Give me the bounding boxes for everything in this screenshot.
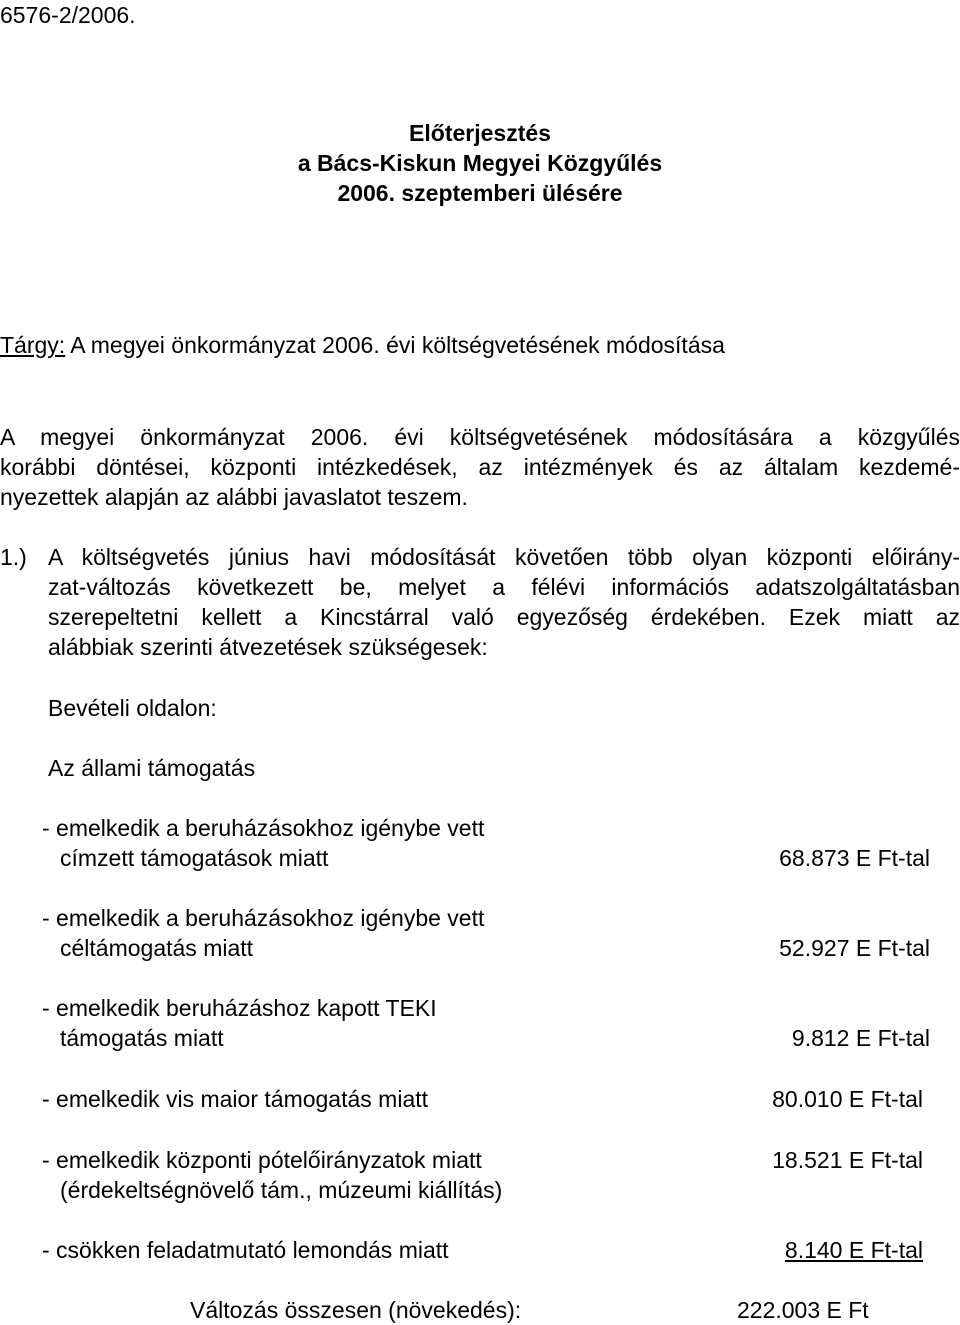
item-6-line-1: - csökken feladatmutató lemondás miatt	[42, 1237, 449, 1263]
point-line-1: A költségvetés június havi módosítását követően több olyan központi előirány-	[48, 544, 960, 570]
title-line-1: Előterjesztés	[409, 120, 551, 146]
item-6-amount: 8.140 E Ft-tal	[784, 1237, 923, 1263]
subject-line	[0, 330, 725, 360]
total-label: Változás összesen (növekedés):	[190, 1297, 522, 1323]
item-5-line-2: (érdekeltségnövelő tám., múzeumi kiállítás)	[60, 1177, 503, 1203]
point-line-4: alábbiak szerinti átvezetések szükségesek:	[48, 634, 488, 660]
subject-text: A megyei önkormányzat 2006. évi költségvetésének módosítása	[65, 332, 725, 358]
intro-line-2: korábbi döntései, központi intézkedések, az intézmények és az általam kezdemé-	[0, 454, 960, 480]
item-2-amount: 52.927 E Ft-tal	[779, 935, 930, 961]
intro-line-3: nyezettek alapján az alábbi javaslatot teszem.	[0, 484, 468, 510]
item-3-line-1: - emelkedik beruházáshoz kapott TEKI	[42, 995, 437, 1021]
revenue-side-heading: Bevételi oldalon:	[48, 695, 217, 721]
item-2-line-1: - emelkedik a beruházásokhoz igénybe vett	[42, 905, 485, 931]
item-5-line-1: - emelkedik központi pótelőirányzatok miatt	[42, 1147, 482, 1173]
subject-label: Tárgy:	[0, 332, 66, 358]
point-number: 1.)	[0, 544, 27, 570]
document-number: 6576-2/2006.	[0, 2, 136, 28]
item-1-line-2: címzett támogatások miatt	[60, 845, 329, 871]
item-2-line-2: céltámogatás miatt	[60, 935, 254, 961]
point-line-2: zat-változás következett be, melyet a félévi információs adatszolgáltatásban	[48, 574, 960, 600]
total-amount: 222.003 E Ft	[737, 1297, 869, 1323]
item-4-line-1: - emelkedik vis maior támogatás miatt	[42, 1086, 429, 1112]
item-5-amount: 18.521 E Ft-tal	[772, 1147, 923, 1173]
intro-line-1: A megyei önkormányzat 2006. évi költségvetésének módosítására a közgyűlés	[0, 424, 960, 450]
state-support-heading: Az állami támogatás	[48, 755, 256, 781]
item-1-amount: 68.873 E Ft-tal	[779, 845, 930, 871]
title-line-2: a Bács-Kiskun Megyei Közgyűlés	[297, 150, 663, 176]
item-3-line-2: támogatás miatt	[60, 1025, 224, 1051]
point-line-3: szerepeltetni kellett a Kincstárral való egyezőség érdekében. Ezek miatt az	[48, 604, 960, 630]
item-4-amount: 80.010 E Ft-tal	[772, 1086, 923, 1112]
title-line-3: 2006. szeptemberi ülésére	[337, 180, 623, 206]
item-1-line-1: - emelkedik a beruházásokhoz igénybe vett	[42, 815, 485, 841]
item-3-amount: 9.812 E Ft-tal	[791, 1025, 930, 1051]
